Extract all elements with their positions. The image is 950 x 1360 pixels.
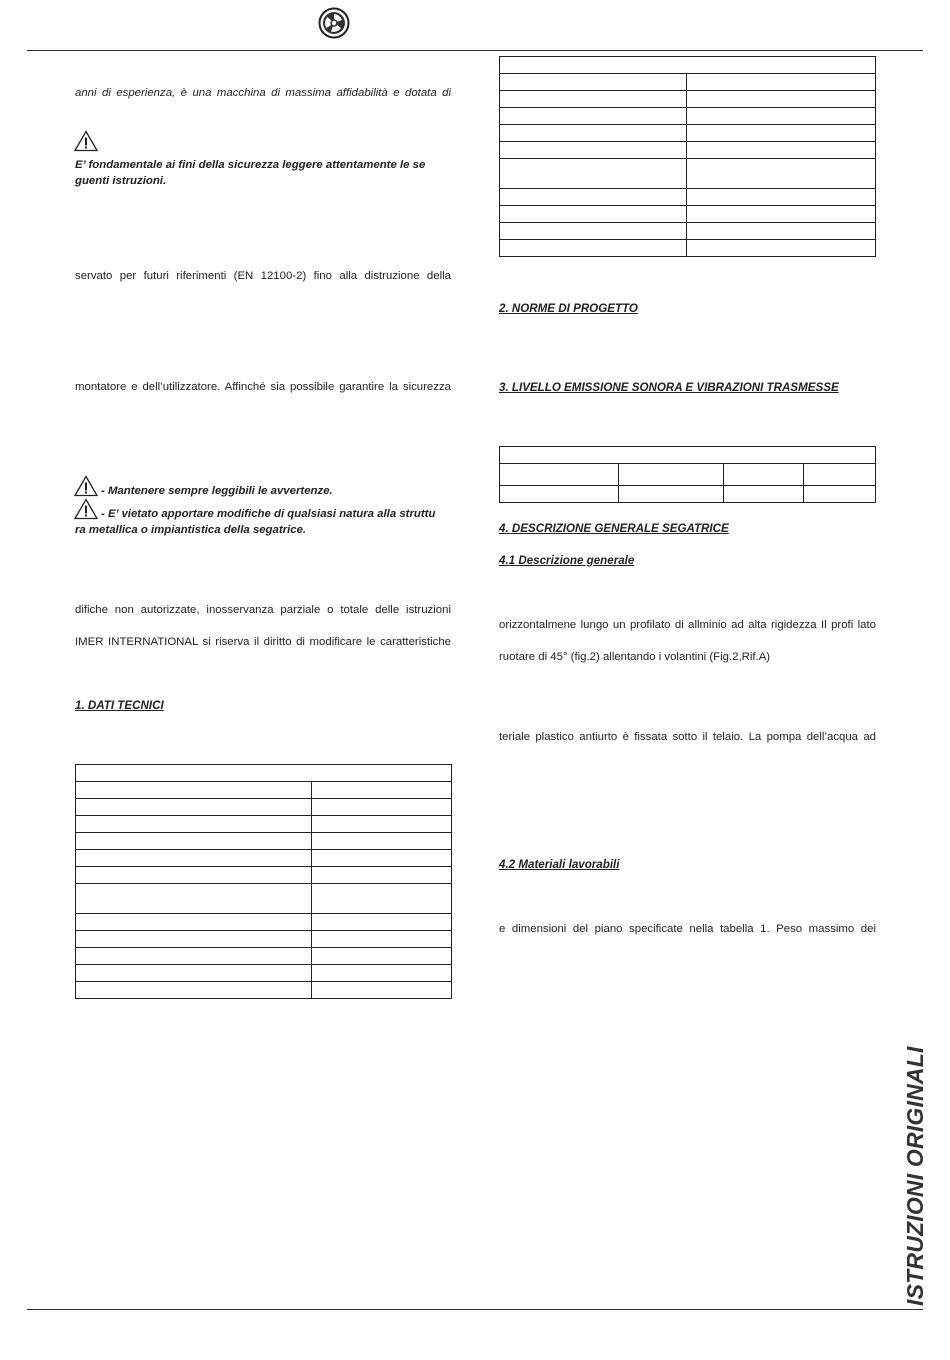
table-row	[76, 765, 452, 782]
subsection-workable-materials: 4.2 Materiali lavorabili	[499, 858, 620, 871]
table-row	[500, 108, 876, 125]
subsection-general-description: 4.1 Descrizione generale	[499, 554, 635, 567]
table-row	[500, 57, 876, 74]
header-rule	[27, 50, 923, 51]
specifications-table	[499, 56, 876, 257]
conservation-line: servato per futuri riferimenti (EN 12100-2) fino alla distruzione della	[75, 270, 451, 282]
table-row	[76, 931, 452, 948]
table-row	[500, 464, 876, 486]
table-row	[500, 142, 876, 159]
table-row	[76, 782, 452, 799]
table-row	[76, 884, 452, 914]
dimensions-line: e dimensioni del piano specificate nella tabella 1. Peso massimo dei	[499, 923, 876, 935]
technical-data-table	[75, 764, 452, 999]
table-row	[500, 486, 876, 503]
section-technical-data: 1. DATI TECNICI	[75, 699, 164, 712]
table-row	[500, 91, 876, 108]
table-row	[76, 833, 452, 850]
profile-line: orizzontalmene lungo un profilato di allminio ad alta rigidezza Il profi lato	[499, 619, 876, 631]
warning-no-modifications-line1: - E’ vietato apportare modifiche di qualsiasi natura alla struttu	[101, 508, 436, 520]
table-row	[76, 867, 452, 884]
safety-notice: E’ fondamentale ai fini della sicurezza leggere attentamente le se guenti istruzioni.	[75, 159, 426, 187]
table-row	[500, 125, 876, 142]
vertical-section-title: ISTRUZIONI ORIGINALI	[902, 1046, 928, 1306]
section-design-standards: 2. NORME DI PROGETTO	[499, 302, 638, 315]
table-row	[76, 799, 452, 816]
rights-line: IMER INTERNATIONAL si riserva il diritto di modificare le caratteristiche	[75, 636, 451, 648]
table-row	[500, 159, 876, 189]
table-row	[76, 850, 452, 867]
warning-triangle-icon	[74, 130, 98, 152]
imer-logo	[318, 7, 350, 39]
table-row	[76, 816, 452, 833]
intro-line: anni di esperienza, è una macchina di massima affidabilità e dotata di	[75, 87, 451, 99]
table-row	[500, 240, 876, 257]
imer-logo-icon	[318, 7, 350, 39]
warning-no-modifications-line2: ra metallica o impiantistica della segatrice.	[75, 524, 307, 536]
table-row	[76, 965, 452, 982]
section-noise-vibration: 3. LIVELLO EMISSIONE SONORA E VIBRAZIONI TRASMESSE	[499, 381, 839, 394]
table-row	[500, 189, 876, 206]
noise-table	[499, 446, 876, 503]
table-row	[500, 447, 876, 464]
warning-triangle-icon	[74, 475, 98, 497]
table-row	[76, 982, 452, 999]
modifications-line: difiche non autorizzate, inosservanza parziale o totale delle istruzioni	[75, 604, 451, 616]
rotate-line: ruotare di 45° (fig.2) allentando i volantini (Fig.2,Rif.A)	[499, 651, 771, 663]
section-general-description: 4. DESCRIZIONE GENERALE SEGATRICE	[499, 522, 729, 535]
table-row	[500, 74, 876, 91]
fitter-line: montatore e dell’utilizzatore. Affinché sia possibile garantire la sicurezza	[75, 381, 451, 393]
footer-rule	[27, 1309, 923, 1310]
table-row	[500, 223, 876, 240]
table-row	[500, 206, 876, 223]
warning-triangle-icon	[74, 498, 98, 520]
table-row	[76, 948, 452, 965]
plastic-line: teriale plastico antiurto è fissata sotto il telaio. La pompa dell’acqua ad	[499, 731, 876, 743]
warning-keep-readable: - Mantenere sempre leggibili le avvertenze.	[101, 485, 333, 497]
table-row	[76, 914, 452, 931]
